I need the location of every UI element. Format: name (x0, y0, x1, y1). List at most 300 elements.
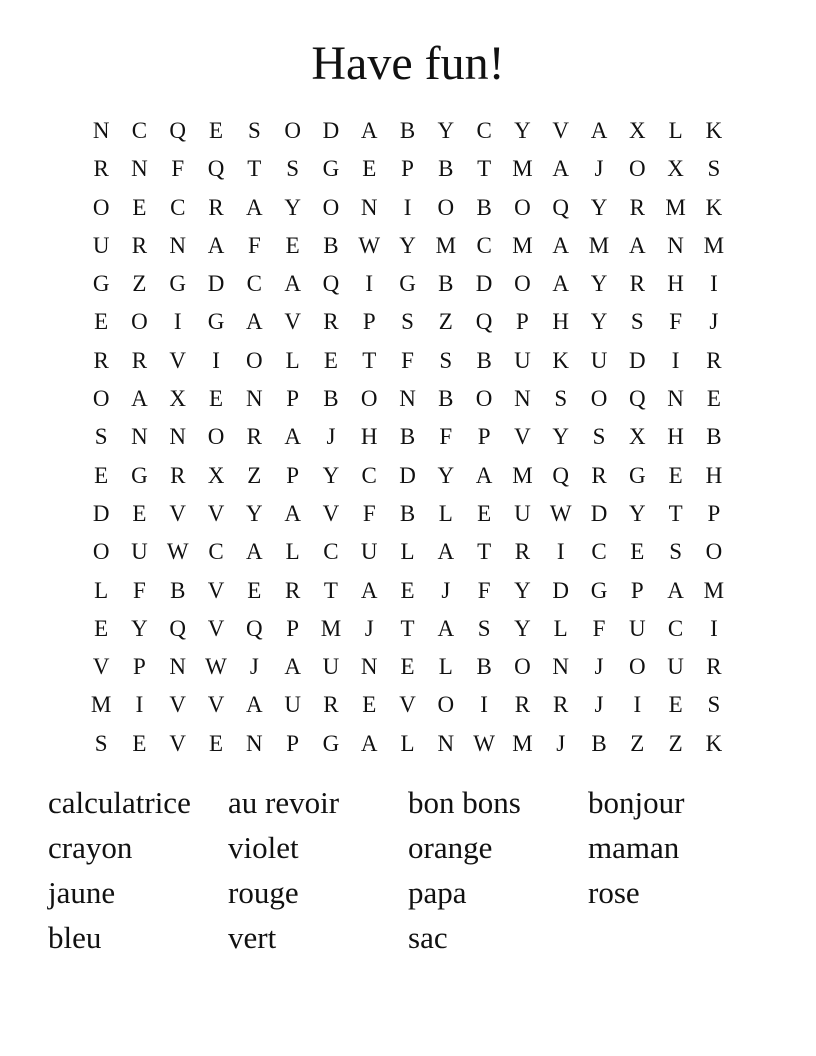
grid-letter: U (131, 539, 148, 565)
grid-letter: U (92, 232, 110, 258)
grid-letter: I (633, 692, 642, 718)
grid-letter: B (170, 577, 186, 603)
grid-letter: N (360, 654, 378, 680)
grid-letter: E (209, 118, 224, 143)
grid-letter: P (516, 309, 529, 335)
grid-letter: A (437, 615, 455, 641)
grid-letter: B (438, 271, 454, 297)
grid-letter: I (556, 539, 565, 565)
grid-letter: C (476, 232, 492, 258)
grid-letter: O (475, 386, 493, 412)
grid-letter: X (207, 462, 225, 488)
grid-letter: N (360, 194, 378, 220)
word-list-item: crayon (48, 830, 133, 865)
grid-letter: N (169, 424, 187, 450)
grid-letter: Z (630, 730, 645, 756)
grid-letter: F (592, 615, 606, 641)
grid-letter: B (323, 386, 339, 412)
grid-letter: T (668, 500, 683, 526)
grid-letter: J (249, 654, 259, 680)
grid-letter: I (671, 347, 680, 373)
grid-letter: M (90, 692, 112, 718)
grid-letter: W (549, 500, 572, 526)
word-list-item: rose (588, 875, 640, 910)
grid-letter: I (480, 692, 488, 718)
grid-letter: P (286, 462, 300, 488)
grid-letter: H (360, 424, 378, 450)
grid-letter: Q (246, 615, 263, 641)
grid-letter: O (437, 692, 455, 718)
grid-letter: V (207, 615, 225, 641)
word-list-item: jaune (48, 875, 116, 910)
grid-letter: V (399, 692, 416, 718)
grid-letter: R (553, 692, 569, 718)
word-list-item: vert (228, 920, 277, 955)
grid-letter: E (668, 462, 683, 488)
grid-letter: K (705, 118, 723, 143)
grid-letter: F (362, 500, 376, 526)
grid-letter: N (92, 118, 110, 143)
grid-letter: R (706, 654, 722, 680)
grid-letter: K (552, 347, 570, 373)
grid-letter: M (512, 156, 533, 182)
grid-letter: N (399, 386, 416, 412)
word-list-item: au revoir (228, 785, 340, 820)
grid-letter: P (286, 615, 300, 641)
page-title: Have fun! (311, 37, 505, 90)
grid-letter: D (92, 500, 110, 526)
grid-letter: R (93, 347, 109, 373)
grid-letter: A (131, 386, 148, 412)
grid-letter: M (512, 730, 533, 756)
word-list-item: violet (228, 830, 299, 865)
grid-letter: R (131, 232, 148, 258)
grid-letter: I (135, 692, 144, 718)
grid-letter: V (207, 577, 225, 603)
grid-letter: S (707, 156, 721, 182)
grid-letter: E (323, 347, 338, 373)
grid-letter: S (286, 156, 300, 182)
grid-letter: D (399, 462, 416, 488)
grid-letter: D (552, 577, 570, 603)
grid-letter: R (323, 309, 339, 335)
grid-letter: A (207, 232, 225, 258)
grid-letter: R (208, 194, 224, 220)
grid-letter: A (284, 500, 301, 526)
grid-letter: L (400, 539, 415, 565)
grid-letter: W (166, 539, 189, 565)
grid-letter: T (362, 347, 377, 373)
word-list-item: sac (408, 920, 448, 955)
grid-letter: U (667, 654, 684, 680)
grid-letter: R (131, 347, 148, 373)
grid-letter: F (171, 156, 185, 182)
grid-letter: V (169, 692, 187, 718)
grid-letter: O (207, 424, 225, 450)
grid-letter: W (473, 730, 495, 756)
grid-letter: E (94, 309, 109, 335)
grid-letter: I (365, 271, 374, 297)
grid-letter: O (628, 156, 646, 182)
grid-letter: L (438, 654, 453, 680)
word-list-item: bon bons (408, 785, 521, 820)
grid-letter: U (322, 654, 340, 680)
grid-letter: D (590, 500, 608, 526)
grid-letter: C (323, 539, 339, 565)
grid-letter: S (477, 615, 491, 641)
grid-letter: B (476, 194, 492, 220)
grid-letter: O (92, 194, 110, 220)
grid-letter: E (362, 692, 377, 718)
grid-letter: E (400, 577, 415, 603)
grid-letter: E (94, 615, 109, 641)
grid-letter: B (323, 232, 339, 258)
grid-letter: L (285, 347, 300, 373)
grid-letter: U (590, 347, 608, 373)
grid-letter: G (628, 462, 646, 488)
grid-letter: A (360, 118, 378, 143)
grid-letter: S (401, 309, 414, 335)
grid-letter: R (514, 539, 531, 565)
grid-letter: O (284, 118, 301, 143)
grid-letter: A (552, 156, 570, 182)
grid-letter: G (590, 577, 608, 603)
grid-letter: I (173, 309, 182, 335)
grid-letter: I (710, 271, 718, 297)
grid-letter: A (246, 692, 263, 718)
grid-letter: O (628, 654, 646, 680)
word-list (48, 782, 768, 962)
grid-letter: E (668, 692, 683, 718)
grid-letter: S (707, 692, 721, 718)
grid-letter: B (438, 386, 454, 412)
grid-letter: D (475, 271, 493, 297)
grid-letter: O (92, 386, 110, 412)
grid-letter: V (92, 654, 110, 680)
grid-letter: E (132, 194, 147, 220)
grid-letter: M (512, 232, 533, 258)
grid-letter: B (591, 730, 607, 756)
grid-letter: X (628, 424, 646, 450)
grid-letter: A (284, 271, 301, 297)
grid-letter: D (628, 347, 646, 373)
word-list-item: bonjour (588, 785, 685, 820)
grid-letter: A (360, 730, 378, 756)
grid-letter: S (439, 347, 453, 373)
grid-letter: G (131, 462, 148, 488)
grid-letter: A (667, 577, 684, 603)
grid-letter: M (512, 462, 533, 488)
grid-letter: Y (590, 194, 608, 220)
grid-letter: A (437, 539, 455, 565)
grid-letter: W (205, 654, 227, 680)
grid-letter: A (590, 118, 608, 143)
grid-letter: S (94, 424, 108, 450)
grid-letter: C (591, 539, 607, 565)
grid-letter: M (435, 232, 457, 258)
grid-letter: O (92, 539, 110, 565)
grid-letter: Z (132, 271, 147, 297)
grid-letter: N (246, 386, 263, 412)
grid-letter: C (476, 118, 492, 143)
grid-letter: Z (668, 730, 683, 756)
grid-letter: B (476, 347, 492, 373)
grid-letter: L (553, 615, 568, 641)
grid-letter: Q (628, 386, 646, 412)
grid-letter: G (322, 730, 340, 756)
grid-letter: F (669, 309, 682, 335)
grid-letter: Y (590, 309, 608, 335)
grid-letter: R (706, 347, 722, 373)
grid-letter: J (594, 156, 604, 182)
grid-letter: O (131, 309, 148, 335)
grid-letter: E (477, 500, 492, 526)
grid-letter: U (360, 539, 378, 565)
grid-letter: Y (552, 424, 570, 450)
grid-letter: V (552, 118, 570, 143)
grid-letter: X (169, 386, 187, 412)
grid-letter: F (133, 577, 146, 603)
grid-letter: A (360, 577, 378, 603)
grid-letter: F (247, 232, 261, 258)
grid-letter: E (132, 730, 147, 756)
grid-letter: N (667, 232, 684, 258)
grid-letter: T (400, 615, 415, 641)
grid-letter: C (361, 462, 377, 488)
grid-letter: P (401, 156, 414, 182)
grid-letter: O (322, 194, 340, 220)
word-list-item: rouge (228, 875, 299, 910)
grid-letter: Q (322, 271, 340, 297)
grid-letter: M (703, 232, 725, 258)
grid-letter: C (131, 118, 148, 143)
grid-letter: Q (552, 194, 570, 220)
grid-letter: K (705, 730, 723, 756)
grid-letter: R (93, 156, 109, 182)
grid-letter: E (630, 539, 645, 565)
word-search-grid (82, 112, 733, 763)
grid-letter: C (667, 615, 684, 641)
grid-letter: O (246, 347, 263, 373)
grid-letter: A (246, 309, 263, 335)
grid-letter: G (399, 271, 416, 297)
grid-letter: M (665, 194, 686, 220)
grid-letter: Y (246, 500, 263, 526)
grid-letter: U (514, 500, 531, 526)
grid-letter: E (132, 500, 147, 526)
grid-letter: N (131, 424, 148, 450)
grid-letter: B (399, 424, 416, 450)
grid-letter: D (207, 271, 225, 297)
word-list-item: calculatrice (48, 785, 191, 820)
grid-letter: G (92, 271, 110, 297)
grid-letter: O (514, 271, 531, 297)
grid-letter: J (441, 577, 451, 603)
grid-letter: H (667, 271, 684, 297)
grid-letter: V (207, 692, 225, 718)
grid-letter: L (400, 730, 415, 756)
grid-letter: E (285, 232, 300, 258)
grid-letter: P (630, 577, 644, 603)
grid-letter: E (209, 386, 224, 412)
grid-letter: R (170, 462, 186, 488)
grid-letter: Y (437, 118, 455, 143)
grid-letter: D (322, 118, 340, 143)
grid-letter: J (594, 692, 604, 718)
grid-letter: C (208, 539, 224, 565)
grid-letter: F (439, 424, 453, 450)
grid-letter: P (362, 309, 376, 335)
grid-letter: B (399, 500, 416, 526)
grid-letter: O (514, 194, 531, 220)
grid-letter: J (556, 730, 566, 756)
grid-letter: S (247, 118, 261, 143)
grid-letter: V (169, 730, 187, 756)
grid-letter: L (94, 577, 109, 603)
grid-letter: V (169, 347, 187, 373)
grid-letter: B (476, 654, 492, 680)
grid-letter: V (322, 500, 340, 526)
grid-letter: Z (247, 462, 262, 488)
grid-letter: Y (628, 500, 646, 526)
grid-letter: T (323, 577, 338, 603)
grid-letter: Q (169, 118, 187, 143)
grid-letter: Q (475, 309, 493, 335)
grid-letter: Y (514, 577, 531, 603)
grid-letter: N (514, 386, 531, 412)
grid-letter: O (514, 654, 531, 680)
grid-letter: R (323, 692, 339, 718)
grid-letter: M (320, 615, 342, 641)
grid-letter: P (477, 424, 491, 450)
grid-letter: V (284, 309, 301, 335)
grid-letter: S (592, 424, 606, 450)
grid-letter: N (552, 654, 570, 680)
grid-letter: M (588, 232, 610, 258)
grid-letter: C (170, 194, 186, 220)
word-list-item: orange (408, 830, 493, 865)
grid-letter: A (475, 462, 493, 488)
grid-letter: Y (284, 194, 301, 220)
grid-letter: T (477, 539, 492, 565)
grid-letter: A (552, 271, 570, 297)
grid-letter: B (706, 424, 722, 450)
grid-letter: E (706, 386, 721, 412)
grid-letter: A (552, 232, 570, 258)
grid-letter: N (667, 386, 684, 412)
grid-letter: P (707, 500, 721, 526)
grid-letter: Z (438, 309, 453, 335)
grid-letter: Q (169, 615, 187, 641)
grid-letter: L (285, 539, 300, 565)
grid-letter: F (401, 347, 414, 373)
grid-letter: O (590, 386, 608, 412)
grid-letter: L (668, 118, 683, 143)
grid-letter: N (437, 730, 455, 756)
grid-letter: I (403, 194, 412, 220)
grid-letter: N (169, 232, 187, 258)
grid-letter: V (207, 500, 225, 526)
grid-letter: H (552, 309, 570, 335)
grid-letter: E (209, 730, 224, 756)
grid-letter: G (322, 156, 340, 182)
grid-letter: R (629, 271, 645, 297)
grid-letter: Y (590, 271, 608, 297)
grid-letter: Y (514, 118, 531, 143)
grid-letter: G (207, 309, 225, 335)
grid-letter: H (705, 462, 723, 488)
grid-letter: N (169, 654, 187, 680)
grid-letter: A (628, 232, 646, 258)
grid-letter: Y (514, 615, 531, 641)
grid-letter: O (360, 386, 378, 412)
grid-letter: U (514, 347, 531, 373)
grid-letter: S (94, 730, 108, 756)
grid-letter: L (438, 500, 453, 526)
word-list-item: papa (408, 875, 467, 910)
grid-letter: R (591, 462, 607, 488)
grid-letter: R (246, 424, 262, 450)
grid-letter: B (399, 118, 416, 143)
grid-letter: P (286, 386, 300, 412)
grid-letter: E (362, 156, 377, 182)
grid-letter: S (554, 386, 568, 412)
word-list-item: bleu (48, 920, 102, 955)
grid-letter: Q (552, 462, 570, 488)
grid-letter: A (246, 194, 263, 220)
grid-letter: J (709, 309, 719, 335)
grid-letter: J (364, 615, 374, 641)
grid-letter: S (630, 309, 644, 335)
grid-letter: Y (437, 462, 455, 488)
word-list-item: maman (588, 830, 680, 865)
grid-letter: X (628, 118, 646, 143)
grid-letter: I (212, 347, 220, 373)
grid-letter: A (246, 539, 263, 565)
grid-letter: X (667, 156, 684, 182)
grid-letter: N (131, 156, 148, 182)
grid-letter: O (437, 194, 455, 220)
grid-letter: N (246, 730, 263, 756)
grid-letter: Y (399, 232, 416, 258)
grid-letter: R (284, 577, 301, 603)
grid-letter: J (594, 654, 604, 680)
grid-letter: U (284, 692, 301, 718)
grid-letter: V (169, 500, 187, 526)
grid-letter: K (705, 194, 723, 220)
grid-letter: B (438, 156, 454, 182)
grid-letter: P (286, 730, 300, 756)
grid-letter: G (169, 271, 187, 297)
grid-letter: P (133, 654, 146, 680)
grid-letter: C (246, 271, 262, 297)
grid-letter: O (705, 539, 723, 565)
grid-letter: E (400, 654, 415, 680)
grid-letter: S (669, 539, 682, 565)
grid-letter: Y (322, 462, 340, 488)
grid-letter: T (477, 156, 492, 182)
grid-letter: R (629, 194, 645, 220)
grid-letter: U (628, 615, 646, 641)
grid-letter: T (247, 156, 262, 182)
grid-letter: R (514, 692, 531, 718)
grid-letter: A (284, 424, 301, 450)
grid-letter: M (703, 577, 725, 603)
grid-letter: E (247, 577, 262, 603)
grid-letter: I (710, 615, 718, 641)
grid-letter: V (514, 424, 531, 450)
grid-letter: Y (131, 615, 148, 641)
